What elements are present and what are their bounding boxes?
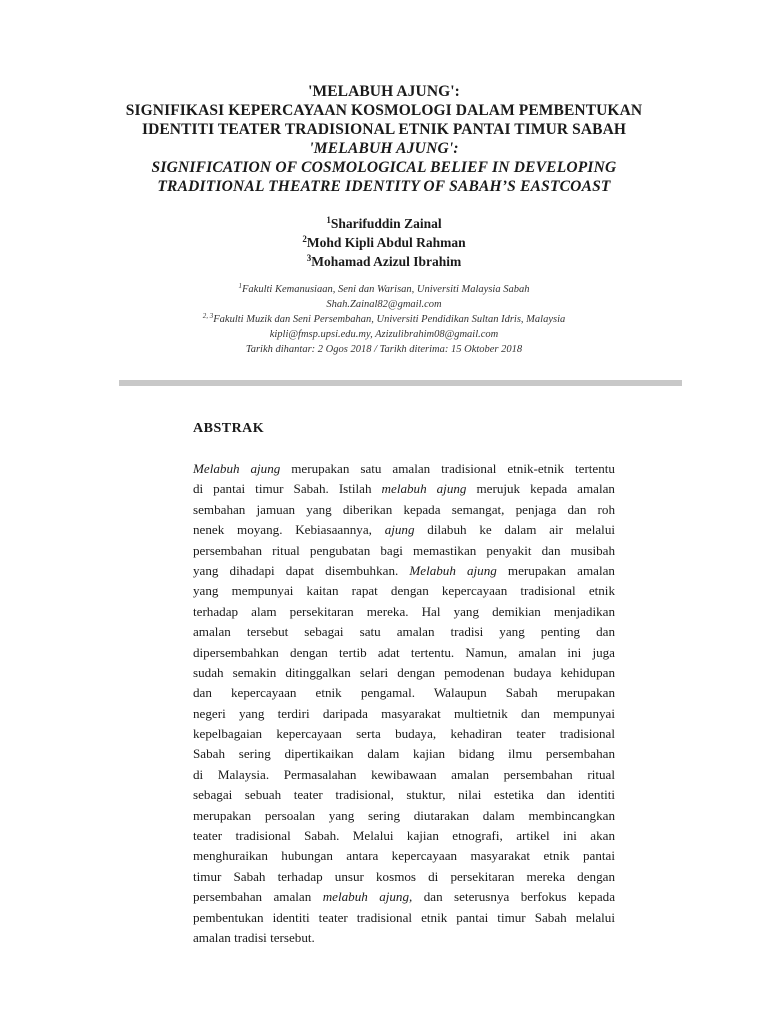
abstract-line	[193, 479, 615, 499]
title-malay-line-2: SIGNIFIKASI KEPERCAYAAN KOSMOLOGI DALAM PEMBENTUKAN	[125, 102, 643, 119]
title-english-line-1: 'MELABUH AJUNG':	[309, 140, 459, 157]
abstract-line	[193, 622, 615, 642]
author-2-superscript: 2	[302, 234, 307, 244]
title-english-line-3: TRADITIONAL THEATRE IDENTITY OF SABAH’S EASTCOAST	[157, 178, 611, 195]
affiliation-1	[0, 282, 768, 297]
abstract-text: Sabah sering dipertikaikan dalam kajian bidang ilmu persembahan	[193, 746, 615, 762]
abstract-line	[193, 663, 615, 683]
abstract-text: dan kepercayaan etnik pengamal. Walaupun Sabah merupakan	[193, 685, 615, 701]
abstract-text: merujuk kepada amalan	[466, 481, 615, 497]
title-malay-line-1: 'MELABUH AJUNG':	[308, 83, 460, 100]
abstract-line	[193, 581, 615, 601]
abstract-line	[193, 908, 615, 928]
abstract-text: yang mempunyai kaitan rapat dengan kepercayaan tradisional etnik	[193, 583, 615, 599]
abstract-text: sembahan jamuan yang diberikan kepada semangat, penjaga dan roh	[193, 501, 615, 517]
affiliation-2-superscript: 2, 3	[202, 312, 214, 320]
abstract-line	[193, 602, 615, 622]
affiliation-1-superscript: 1	[238, 282, 242, 290]
abstract-line	[193, 806, 615, 826]
abstract-line	[193, 704, 615, 724]
abstract-text: amalan tradisi tersebut.	[193, 929, 315, 945]
paper-header	[0, 82, 768, 196]
abstract-text: pembentukan identiti teater tradisional etnik pantai timur Sabah melalui	[193, 909, 615, 925]
abstract-text: menghuraikan hubungan antara kepercayaan masyarakat etnik pantai	[193, 848, 615, 864]
abstract-line	[193, 744, 615, 764]
abstract-line	[193, 765, 615, 785]
submission-dates: Tarikh dihantar: 2 Ogos 2018 / Tarikh diterima: 15 Oktober 2018	[245, 344, 523, 355]
abstract-text: amalan tersebut sebagai satu amalan tradisi yang penting dan	[193, 624, 615, 640]
abstract-text: sudah semakin ditinggalkan selari dengan pemodenan budaya kehidupan	[193, 664, 615, 680]
abstract-line	[193, 643, 615, 663]
abstract-body	[193, 459, 615, 948]
abstract-line	[193, 520, 615, 540]
abstract-text: dipersembahkan dengan tertib adat tertentu. Namun, amalan ini juga	[193, 644, 615, 660]
abstract-italic-term: Melabuh ajung	[193, 461, 281, 476]
abstract-line	[193, 541, 615, 561]
abstract-line	[193, 826, 615, 846]
section-divider	[119, 380, 682, 386]
abstract-text: merupakan persoalan yang sering diutarakan dalam membincangkan	[193, 807, 615, 823]
abstract-italic-term: ajung	[384, 522, 415, 538]
abstract-text: di pantai timur Sabah. Istilah	[193, 481, 382, 497]
abstract-text: negeri yang terdiri daripada masyarakat multietnik dan mempunyai	[193, 705, 615, 721]
abstract-line	[193, 867, 615, 887]
abstract-text: terhadap alam persekitaran mereka. Hal yang demikian menjadikan	[193, 603, 615, 619]
abstract-line	[193, 459, 615, 479]
author-1-name: Sharifuddin Zainal	[330, 216, 442, 231]
abstract-text: persembahan ritual pengubatan bagi memastikan penyakit dan musibah	[193, 542, 615, 558]
abstract-text: merupakan satu amalan tradisional etnik-etnik tertentu	[280, 461, 615, 476]
abstract-text: kepelbagaian kepercayaan serta budaya, kehadiran teater tradisional	[193, 726, 615, 742]
abstract-italic-term: melabuh ajung,	[322, 889, 413, 905]
abstract-text: merupakan amalan	[496, 562, 615, 578]
affiliation-2-text: Fakulti Muzik dan Seni Persembahan, Universiti Pendidikan Sultan Idris, Malaysia	[213, 314, 566, 325]
author-3-name: Mohamad Azizul Ibrahim	[311, 254, 462, 269]
abstract-italic-term: Melabuh ajung	[409, 562, 497, 578]
affiliation-2	[0, 312, 768, 327]
abstract-line	[193, 724, 615, 744]
abstract-line	[193, 500, 615, 520]
abstract-line	[193, 846, 615, 866]
title-english-line-2: SIGNIFICATION OF COSMOLOGICAL BELIEF IN DEVELOPING	[151, 159, 617, 176]
author-list	[0, 214, 768, 271]
affiliation-1-text: Fakulti Kemanusiaan, Seni dan Warisan, Universiti Malaysia Sabah	[242, 284, 530, 295]
email-1: Shah.Zainal82@gmail.com	[326, 299, 442, 310]
abstract-line	[193, 561, 615, 581]
abstract-text: persembahan amalan	[193, 889, 323, 905]
author-3-superscript: 3	[306, 253, 312, 263]
abstract-text: timur Sabah terhadap unsur kosmos di persekitaran mereka dengan	[193, 868, 615, 884]
abstract-text: nenek moyang. Kebiasaannya,	[193, 522, 385, 538]
author-2	[0, 233, 768, 252]
author-2-name: Mohd Kipli Abdul Rahman	[306, 235, 466, 250]
abstract-heading: ABSTRAK	[193, 421, 265, 436]
abstract-italic-term: melabuh ajung	[381, 481, 467, 497]
abstract-text: di Malaysia. Permasalahan kewibawaan amalan persembahan ritual	[193, 766, 615, 782]
affiliations	[0, 282, 768, 357]
abstract-line	[193, 928, 615, 948]
abstract-text: teater tradisional Sabah. Melalui kajian etnografi, artikel ini akan	[193, 828, 615, 844]
author-1-superscript: 1	[326, 215, 331, 225]
abstract-text: sebagai sebuah teater tradisional, stuktur, nilai estetika dan identiti	[193, 787, 615, 803]
author-3	[0, 252, 768, 271]
abstract-line	[193, 887, 615, 907]
abstract-line	[193, 785, 615, 805]
title-malay-line-3: IDENTITI TEATER TRADISIONAL ETNIK PANTAI TIMUR SABAH	[141, 121, 627, 138]
author-1	[0, 214, 768, 233]
abstract-line	[193, 683, 615, 703]
abstract-text: dilabuh ke dalam air melalui	[414, 522, 616, 538]
abstract-text: dan seterusnya berfokus kepada	[412, 889, 616, 905]
email-2: kipli@fmsp.upsi.edu.my, Azizulibrahim08@gmail.com	[269, 329, 499, 340]
abstract-text: yang dihadapi dapat disembuhkan.	[193, 562, 410, 578]
